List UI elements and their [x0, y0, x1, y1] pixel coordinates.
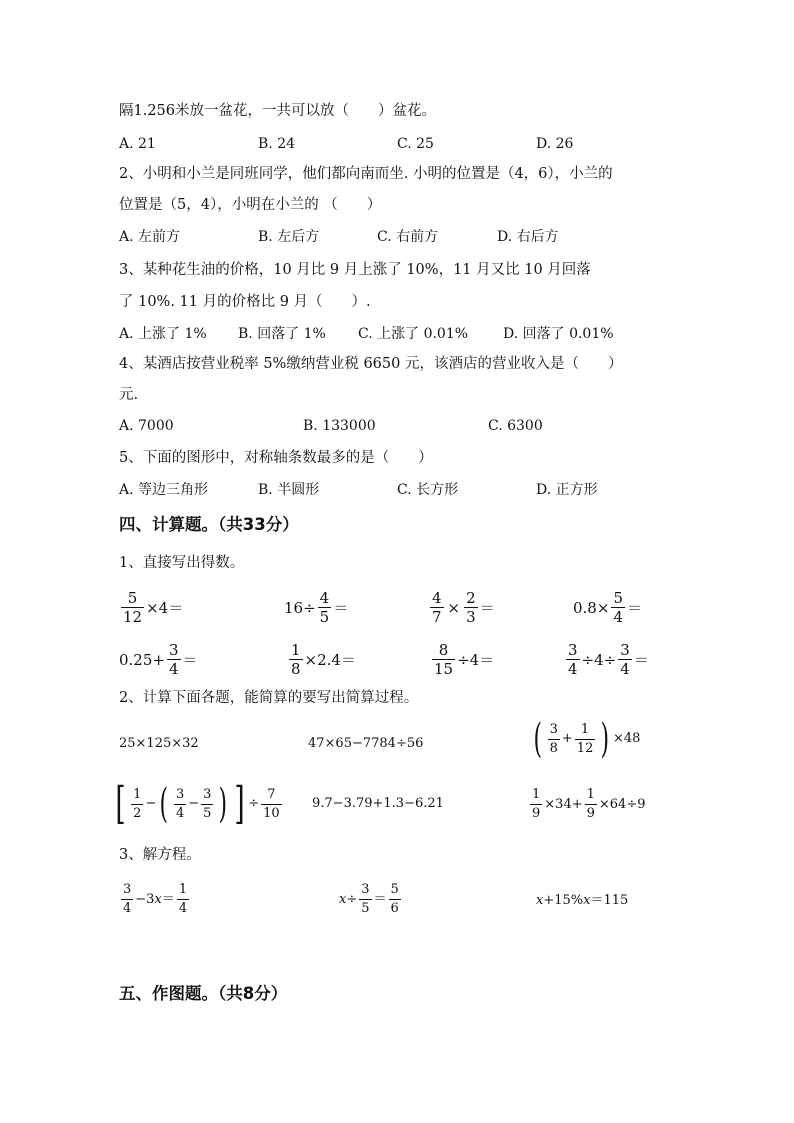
q2-option-a: A. 左前方 — [119, 229, 181, 245]
fraction: $\frac{1}{9}$ — [532, 787, 541, 821]
q1-option-a: A. 21 — [119, 136, 156, 152]
equation-2: x ÷ $\frac{3}{5}$ ＝ $\frac{5}{6}$ — [339, 882, 399, 916]
q5-option-c: C. 长方形 — [397, 482, 459, 498]
equation-3: x +15% x ＝115 — [536, 893, 629, 908]
left-paren: ( — [159, 781, 169, 827]
q4-option-b: B. 133000 — [303, 418, 376, 434]
question-4-line1: 4、某酒店按营业税率 5%缴纳营业税 6650 元，该酒店的营业收入是（ ） — [119, 356, 623, 372]
q5-option-d: D. 正方形 — [536, 482, 598, 498]
fraction: $\frac{4}{7}$ — [432, 589, 442, 626]
calc-2-title: 2、计算下面各题，能简算的要写出简算过程。 — [119, 690, 419, 706]
calc-3-title: 3、解方程。 — [119, 847, 201, 863]
fraction: $\frac{2}{3}$ — [466, 589, 476, 626]
fraction: $\frac{3}{4}$ — [620, 641, 630, 678]
fraction: $\frac{8}{15}$ — [434, 641, 454, 678]
q1-option-c: C. 25 — [397, 136, 434, 152]
question-5-line1: 5、下面的图形中，对称轴条数最多的是（ ） — [119, 450, 433, 466]
calc1-expr-3: $\frac{4}{7}$ × $\frac{2}{3}$ ＝ — [432, 589, 495, 626]
fraction: $\frac{5}{6}$ — [390, 882, 399, 916]
calc1-expr-4: 0.8× $\frac{5}{4}$ ＝ — [573, 589, 642, 626]
fraction: $\frac{1}{2}$ — [133, 786, 142, 821]
fraction: $\frac{5}{4}$ — [613, 589, 623, 626]
q2-option-c: C. 右前方 — [377, 229, 439, 245]
calc2-expr-1: 25×125×32 — [119, 736, 199, 751]
right-paren: ) — [218, 781, 228, 827]
calc1-expr-5: 0.25+ $\frac{3}{4}$ ＝ — [119, 641, 198, 678]
question-4-line2: 元. — [119, 387, 139, 403]
fraction: $\frac{3}{5}$ — [361, 882, 370, 916]
q3-option-a: A. 上涨了 1% — [119, 326, 207, 342]
right-bracket: ] — [234, 778, 245, 829]
question-3-line2: 了 10%. 11 月的价格比 9 月（ ）. — [119, 294, 371, 310]
left-paren: ( — [533, 716, 543, 762]
fraction: $\frac{3}{5}$ — [203, 786, 212, 821]
section-5-title: 五、作图题。（共8分） — [119, 984, 288, 1003]
fraction: $\frac{1}{9}$ — [586, 787, 595, 821]
fraction: $\frac{3}{4}$ — [568, 641, 578, 678]
calc2-expr-6: $\frac{1}{9}$ ×34+ $\frac{1}{9}$ ×64÷9 — [532, 787, 646, 821]
fraction: $\frac{7}{10}$ — [263, 786, 280, 821]
calc1-expr-7: $\frac{8}{15}$ ÷4＝ — [434, 641, 495, 678]
q4-option-a: A. 7000 — [119, 418, 174, 434]
q4-option-c: C. 6300 — [488, 418, 543, 434]
fraction: $\frac{3}{4}$ — [123, 882, 132, 916]
calc2-expr-2: 47×65−7784÷56 — [308, 736, 424, 751]
q1-option-b: B. 24 — [258, 136, 296, 152]
question-1-text: 隔1.256米放一盆花，一共可以放（ ）盆花。 — [119, 103, 437, 119]
q2-option-b: B. 左后方 — [258, 229, 320, 245]
calc2-expr-4: [ $\frac{1}{2}$ − ( $\frac{3}{4}$ − $\frac{3}{5}$ ) ] ÷ $\frac{7}{10}$ — [115, 778, 280, 829]
q5-option-b: B. 半圆形 — [258, 482, 320, 498]
question-2-line2: 位置是（5，4），小明在小兰的 （ ） — [119, 197, 382, 213]
q1-option-d: D. 26 — [536, 136, 574, 152]
fraction: $\frac{1}{4}$ — [178, 882, 188, 916]
fraction: $\frac{4}{5}$ — [319, 589, 330, 626]
fraction: $\frac{3}{4}$ — [175, 786, 185, 821]
fraction: $\frac{3}{4}$ — [168, 641, 179, 678]
right-paren: ) — [600, 716, 610, 762]
q3-option-d: D. 回落了 0.01% — [503, 326, 614, 342]
q5-option-a: A. 等边三角形 — [119, 482, 209, 498]
calc1-expr-1: $\frac{5}{12}$ ×4＝ — [123, 589, 184, 626]
fraction: $\frac{3}{8}$ — [549, 721, 558, 756]
calc-1-title: 1、直接写出得数。 — [119, 555, 245, 571]
calc2-expr-5: 9.7−3.79+1.3−6.21 — [312, 796, 444, 811]
question-3-line1: 3、某种花生油的价格，10 月比 9 月上涨了 10%，11 月又比 10 月回落 — [119, 262, 591, 278]
left-bracket: [ — [115, 778, 126, 829]
fraction: $\frac{1}{12}$ — [576, 721, 594, 756]
calc1-expr-8: $\frac{3}{4}$ ÷4÷ $\frac{3}{4}$ ＝ — [568, 641, 649, 678]
q3-option-b: B. 回落了 1% — [238, 326, 326, 342]
calc2-expr-3: ( $\frac{3}{8}$ + $\frac{1}{12}$ ) ×48 — [533, 716, 641, 762]
fraction: $\frac{5}{12}$ — [123, 589, 143, 626]
section-4-title: 四、计算题。（共33分） — [119, 515, 299, 534]
calc1-expr-2: 16÷ $\frac{4}{5}$ ＝ — [284, 589, 349, 626]
q2-option-d: D. 右后方 — [497, 229, 559, 245]
question-2-line1: 2、小明和小兰是同班同学，他们都向南而坐. 小明的位置是（4，6），小兰的 — [119, 166, 613, 182]
fraction: $\frac{1}{8}$ — [291, 641, 301, 678]
calc1-expr-6: $\frac{1}{8}$ ×2.4＝ — [291, 641, 356, 678]
q3-option-c: C. 上涨了 0.01% — [358, 326, 469, 342]
equation-1: $\frac{3}{4}$ −3 x ＝ $\frac{1}{4}$ — [123, 882, 188, 916]
